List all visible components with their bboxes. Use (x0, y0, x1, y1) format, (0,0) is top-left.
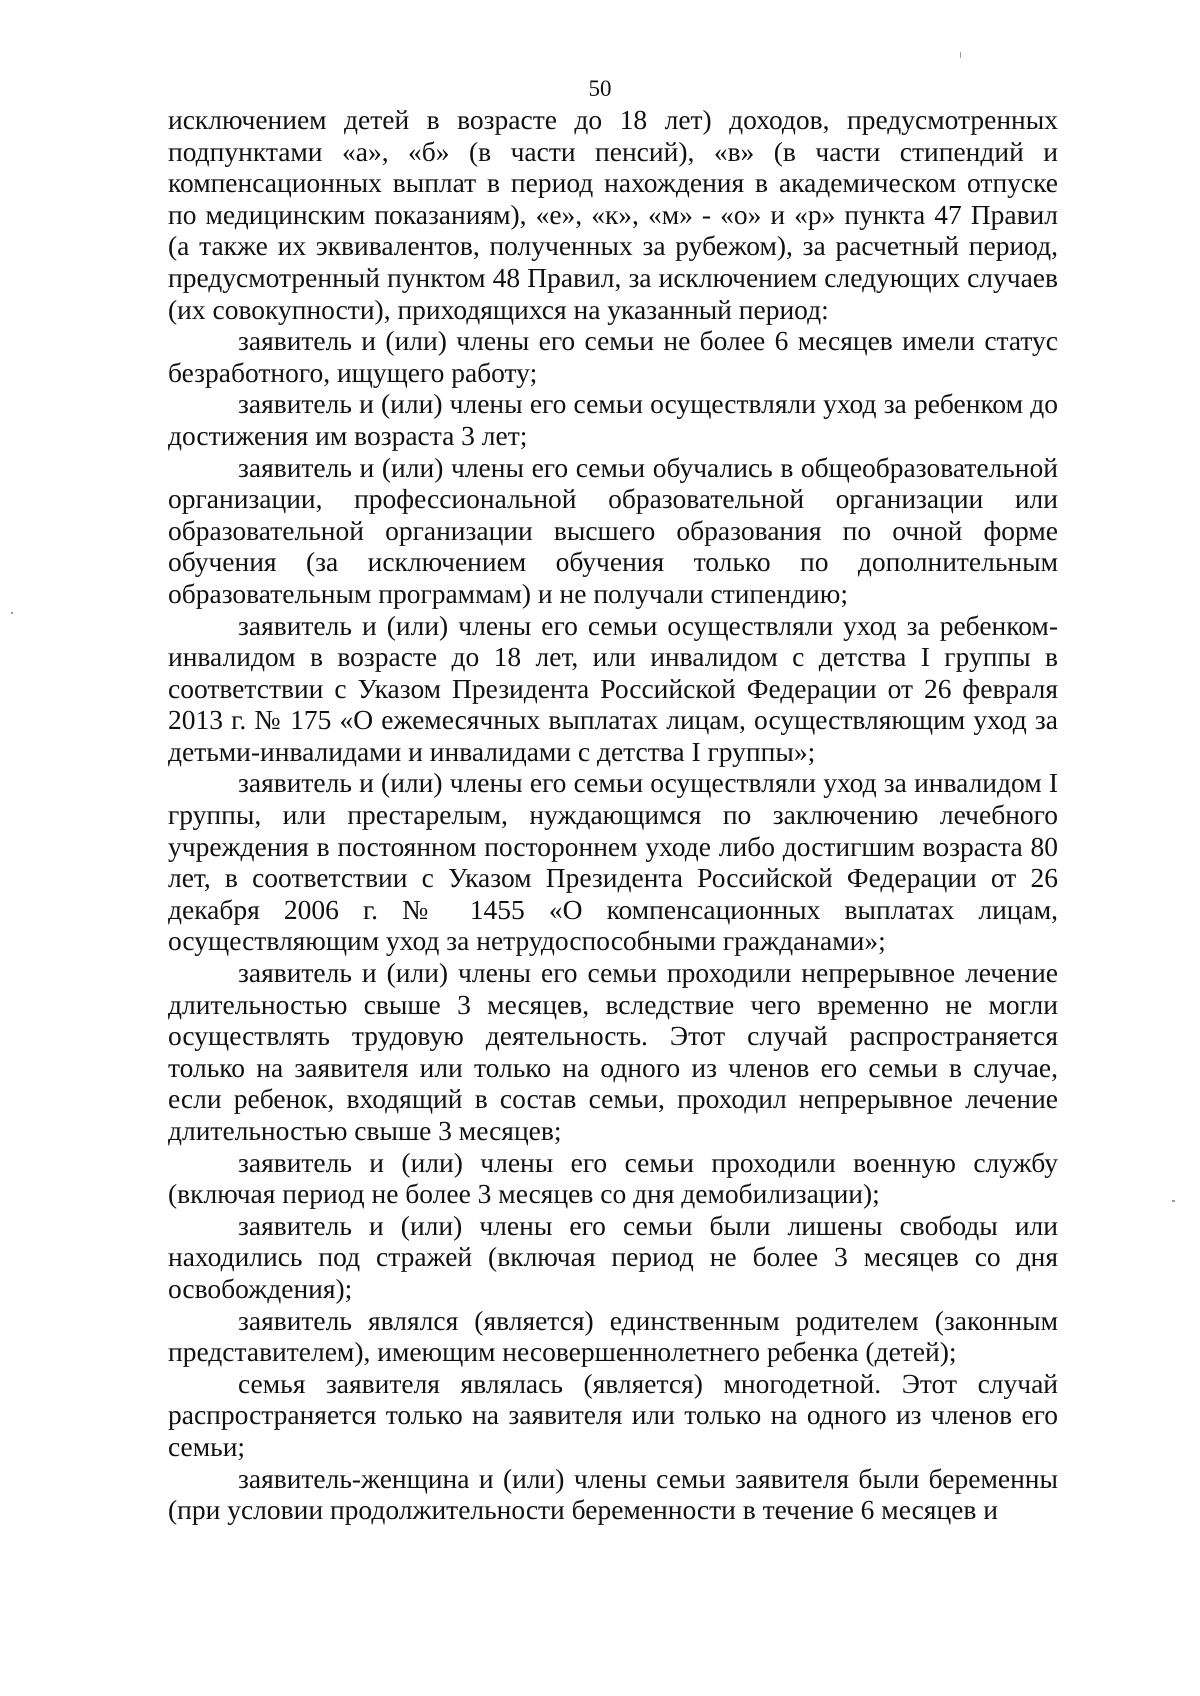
paragraph: заявитель и (или) члены его семьи были лишены свободы или находились под стражей (включая период не более 3 месяцев со дня освобождения); (168, 1209, 1058, 1304)
paragraph: заявитель и (или) члены его семьи проходили военную службу (включая период не более 3 месяцев со дня демобилизации); (168, 1146, 1058, 1210)
paragraph: заявитель и (или) члены его семьи обучались в общеобразовательной организации, профессиональной образовательной организации или образовательной организации высшего образования по очной форме обучения (за исключением обучения только по дополнительным образовательным программам) и не получали стипендию; (168, 451, 1058, 609)
scan-speck (1172, 1200, 1175, 1202)
paragraph: заявитель являлся (является) единственным родителем (законным представителем), имеющим несовершеннолетнего ребенка (детей); (168, 1304, 1058, 1368)
paragraph: семья заявителя являлась (является) многодетной. Этот случай распространяется только на заявителя или только на одного из членов его семьи; (168, 1367, 1058, 1462)
paragraph: заявитель и (или) члены его семьи осуществляли уход за ребенком-инвалидом в возрасте до 18 лет, или инвалидом с детства I группы в соответствии с Указом Президента Российской Федерации от 26 февраля 2013 г. № 175 «О ежемесячных выплатах лицам, осуществляющим уход за детьми-инвалидами и инвалидами с детства I группы»; (168, 609, 1058, 767)
page-number: 50 (588, 76, 612, 101)
paragraph: заявитель и (или) члены его семьи проходили непрерывное лечение длительностью свыше 3 месяцев, вследствие чего временно не могли осуществлять трудовую деятельность. Этот случай распространяется только на заявителя или только на одного из членов его семьи в случае, если ребенок, входящий в состав семьи, проходил непрерывное лечение длительностью свыше 3 месяцев; (168, 957, 1058, 1146)
paragraph: заявитель и (или) члены его семьи осуществляли уход за ребенком до достижения им возраста 3 лет; (168, 388, 1058, 451)
document-body (168, 104, 1058, 1526)
scan-speck (11, 612, 13, 614)
paragraph: заявитель и (или) члены его семьи не более 6 месяцев имели статус безработного, ищущего работу; (168, 325, 1058, 388)
paragraph-continuation: исключением детей в возрасте до 18 лет) доходов, предусмотренных подпунктами «а», «б» (в части пенсий), «в» (в части стипендий и компенсационных выплат в период нахождения в академическом отпуске по медицинским показаниям), «е», «к», «м» - «о» и «р» пункта 47 Правил (а также их эквивалентов, полученных за рубежом), за расчетный период, предусмотренный пунктом 48 Правил, за исключением следующих случаев (их совокупности), приходящихся на указанный период: (168, 104, 1058, 325)
paragraph-cut-off: заявитель-женщина и (или) члены семьи заявителя были беременны (при условии продолжительности беременности в течение 6 месяцев и (168, 1462, 1058, 1526)
scan-speck (960, 52, 961, 58)
paragraph: заявитель и (или) члены его семьи осуществляли уход за инвалидом I группы, или престарелым, нуждающимся по заключению лечебного учреждения в постоянном постороннем уходе либо достигшим возраста 80 лет, в соответствии с Указом Президента Российской Федерации от 26 декабря 2006 г. № 1455 «О компенсационных выплатах лицам, осуществляющим уход за нетрудоспособными гражданами»; (168, 767, 1058, 957)
